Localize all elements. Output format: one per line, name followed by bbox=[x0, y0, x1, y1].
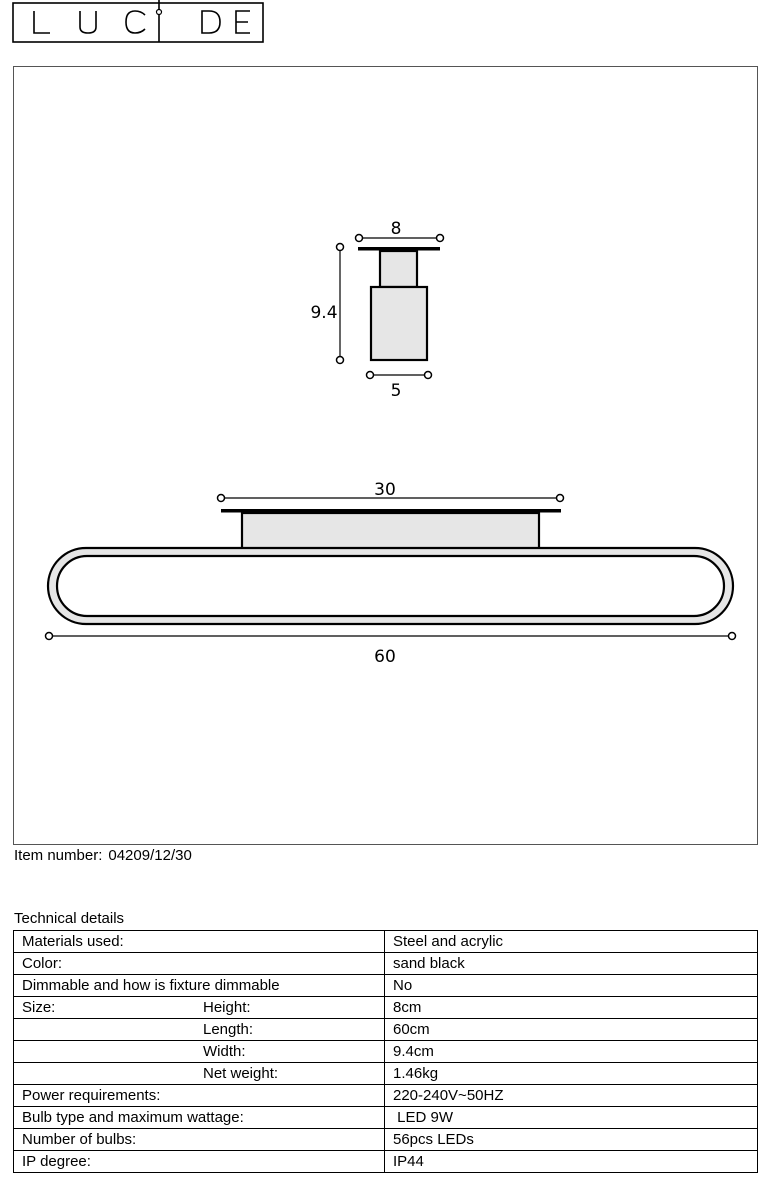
lamp-ring-inner bbox=[57, 556, 724, 616]
spec-value: No bbox=[385, 975, 758, 997]
table-row bbox=[14, 1041, 758, 1063]
base-length-label: 30 bbox=[374, 480, 396, 500]
spec-label: Color: bbox=[14, 953, 385, 975]
brand-logo bbox=[12, 0, 264, 44]
spec-value: IP44 bbox=[385, 1151, 758, 1173]
width-bottom-label: 5 bbox=[390, 381, 402, 401]
total-length-label: 60 bbox=[374, 647, 396, 667]
technical-details-table bbox=[13, 930, 758, 1173]
item-number-label: Item number: bbox=[14, 847, 103, 864]
spec-value: LED 9W bbox=[385, 1107, 758, 1129]
spec-value: 9.4cm bbox=[385, 1041, 758, 1063]
spec-sublabel: Length: bbox=[203, 1020, 254, 1038]
spec-label bbox=[14, 997, 385, 1019]
table-row bbox=[14, 931, 758, 953]
spec-label bbox=[14, 1041, 385, 1063]
item-number-value: 04209/12/30 bbox=[108, 847, 192, 864]
spec-label bbox=[14, 1019, 385, 1041]
lucide-logo-graphic bbox=[12, 0, 264, 44]
table-row bbox=[14, 1019, 758, 1041]
size-label: Size: bbox=[22, 998, 56, 1016]
table-row bbox=[14, 997, 758, 1019]
technical-drawing bbox=[13, 66, 758, 845]
mount-neck bbox=[380, 251, 417, 287]
spec-label: Dimmable and how is fixture dimmable bbox=[14, 975, 385, 997]
spec-sublabel: Width: bbox=[203, 1042, 246, 1060]
spec-value: 220-240V~50HZ bbox=[385, 1085, 758, 1107]
table-row bbox=[14, 1129, 758, 1151]
front-mount-base bbox=[242, 513, 539, 549]
spec-value: 56pcs LEDs bbox=[385, 1129, 758, 1151]
lamp-body-side bbox=[371, 287, 427, 360]
spec-label: Power requirements: bbox=[14, 1085, 385, 1107]
spec-label: IP degree: bbox=[14, 1151, 385, 1173]
spec-label: Bulb type and maximum wattage: bbox=[14, 1107, 385, 1129]
spec-value: Steel and acrylic bbox=[385, 931, 758, 953]
height-label: 9.4 bbox=[310, 303, 338, 323]
spec-value: 8cm bbox=[385, 997, 758, 1019]
side-view bbox=[310, 219, 443, 401]
spec-label: Number of bulbs: bbox=[14, 1129, 385, 1151]
front-view bbox=[46, 480, 736, 667]
table-row bbox=[14, 1107, 758, 1129]
spec-value: sand black bbox=[385, 953, 758, 975]
width-top-label: 8 bbox=[390, 219, 402, 239]
spec-value: 1.46kg bbox=[385, 1063, 758, 1085]
spec-label bbox=[14, 1063, 385, 1085]
item-number bbox=[14, 847, 192, 864]
spec-sublabel: Height: bbox=[203, 998, 251, 1016]
spec-label: Materials used: bbox=[14, 931, 385, 953]
table-row bbox=[14, 975, 758, 997]
dimension-drawing bbox=[14, 67, 759, 846]
spec-value: 60cm bbox=[385, 1019, 758, 1041]
table-row bbox=[14, 1085, 758, 1107]
technical-details-title: Technical details bbox=[14, 910, 125, 927]
table-row bbox=[14, 953, 758, 975]
table-row bbox=[14, 1151, 758, 1173]
spec-sublabel: Net weight: bbox=[203, 1064, 279, 1082]
table-row bbox=[14, 1063, 758, 1085]
